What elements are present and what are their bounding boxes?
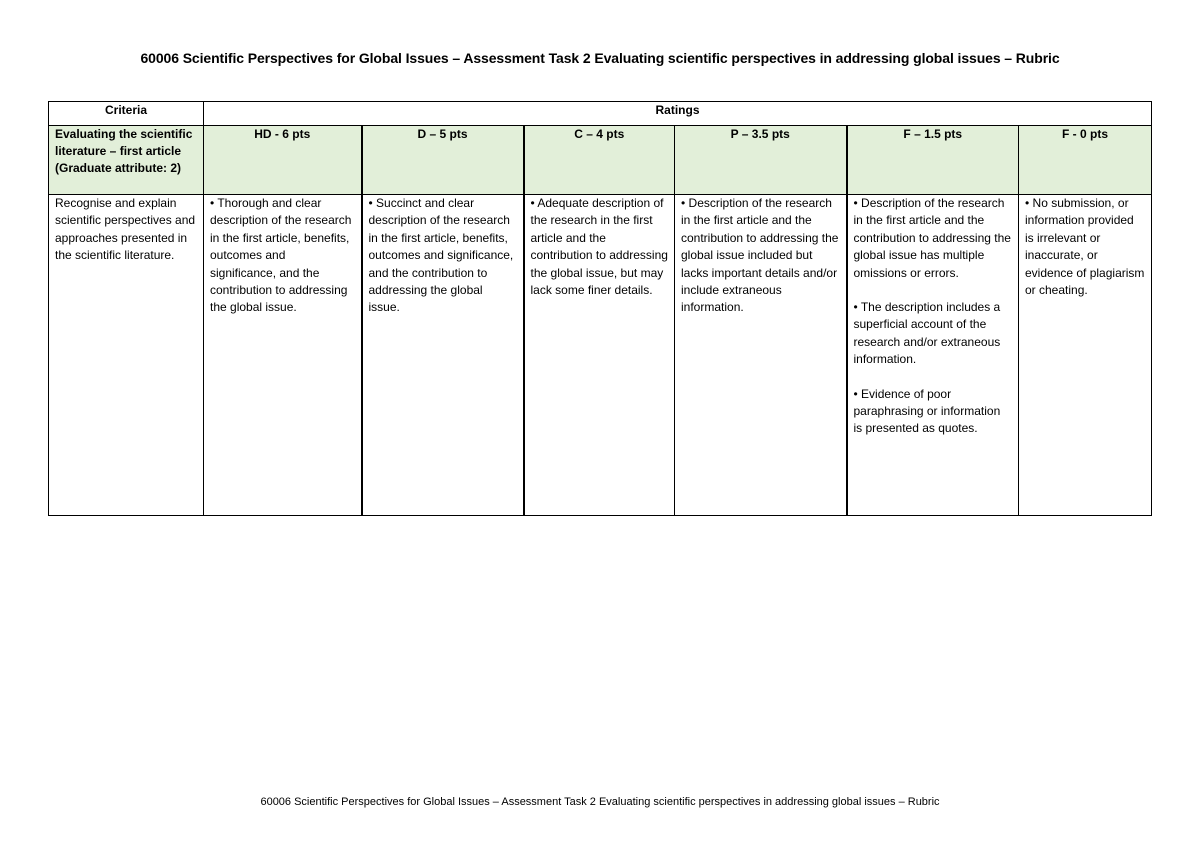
rubric-table [48, 101, 1152, 516]
criteria-header: Criteria [49, 102, 204, 126]
criterion-rating-row [49, 126, 1152, 195]
rating-description-f-0 [1019, 195, 1152, 516]
header-row [49, 102, 1152, 126]
rating-description-d [362, 195, 524, 516]
rating-point: • Description of the research in the first article and the contribution to addressing the global issue included but lacks important details and/or include extraneous information. [681, 196, 839, 315]
rating-label-f-0: F - 0 pts [1019, 126, 1152, 195]
criterion-description-row [49, 195, 1152, 516]
rating-point: • The description includes a superficial account of the research and/or extraneous information. [853, 300, 1001, 367]
rating-label-c: C – 4 pts [524, 126, 675, 195]
document-title: 60006 Scientific Perspectives for Global Issues – Assessment Task 2 Evaluating scientific perspectives in addressing global issues – Rubric [140, 50, 1060, 66]
rating-point: • Evidence of poor paraphrasing or information is presented as quotes. [853, 386, 1001, 436]
rating-point: • Succinct and clear description of the research in the first article, benefits, outcomes and significance, and the contribution to addressing the global issue. [368, 196, 514, 315]
rating-label-d: D – 5 pts [362, 126, 524, 195]
rating-description-p [675, 195, 847, 516]
rating-description-c [524, 195, 675, 516]
criterion-description: Recognise and explain scientific perspectives and approaches presented in the scientific literature. [49, 195, 204, 516]
rating-point: • No submission, or information provided is irrelevant or inaccurate, or evidence of plagiarism or cheating. [1025, 196, 1145, 298]
rating-label-p: P – 3.5 pts [675, 126, 847, 195]
criterion-name: Evaluating the scientific literature – first article (Graduate attribute: 2) [49, 126, 204, 195]
rating-label-f-1-5: F – 1.5 pts [847, 126, 1019, 195]
ratings-header: Ratings [204, 102, 1152, 126]
rating-label-hd: HD - 6 pts [204, 126, 362, 195]
page-footer: 60006 Scientific Perspectives for Global Issues – Assessment Task 2 Evaluating scientific perspectives in addressing global issues – Rubric [260, 796, 940, 808]
rating-point: • Adequate description of the research in the first article and the contribution to addressing the global issue, but may lack some finer details. [530, 196, 668, 298]
rating-description-f-1-5 [847, 195, 1019, 516]
rating-point: • Description of the research in the first article and the contribution to addressing the global issue has multiple omissions or errors. [853, 196, 1011, 280]
rating-point: • Thorough and clear description of the research in the first article, benefits, outcomes and significance, and the contribution to addressing the global issue. [210, 196, 352, 315]
rating-description-hd [204, 195, 362, 516]
